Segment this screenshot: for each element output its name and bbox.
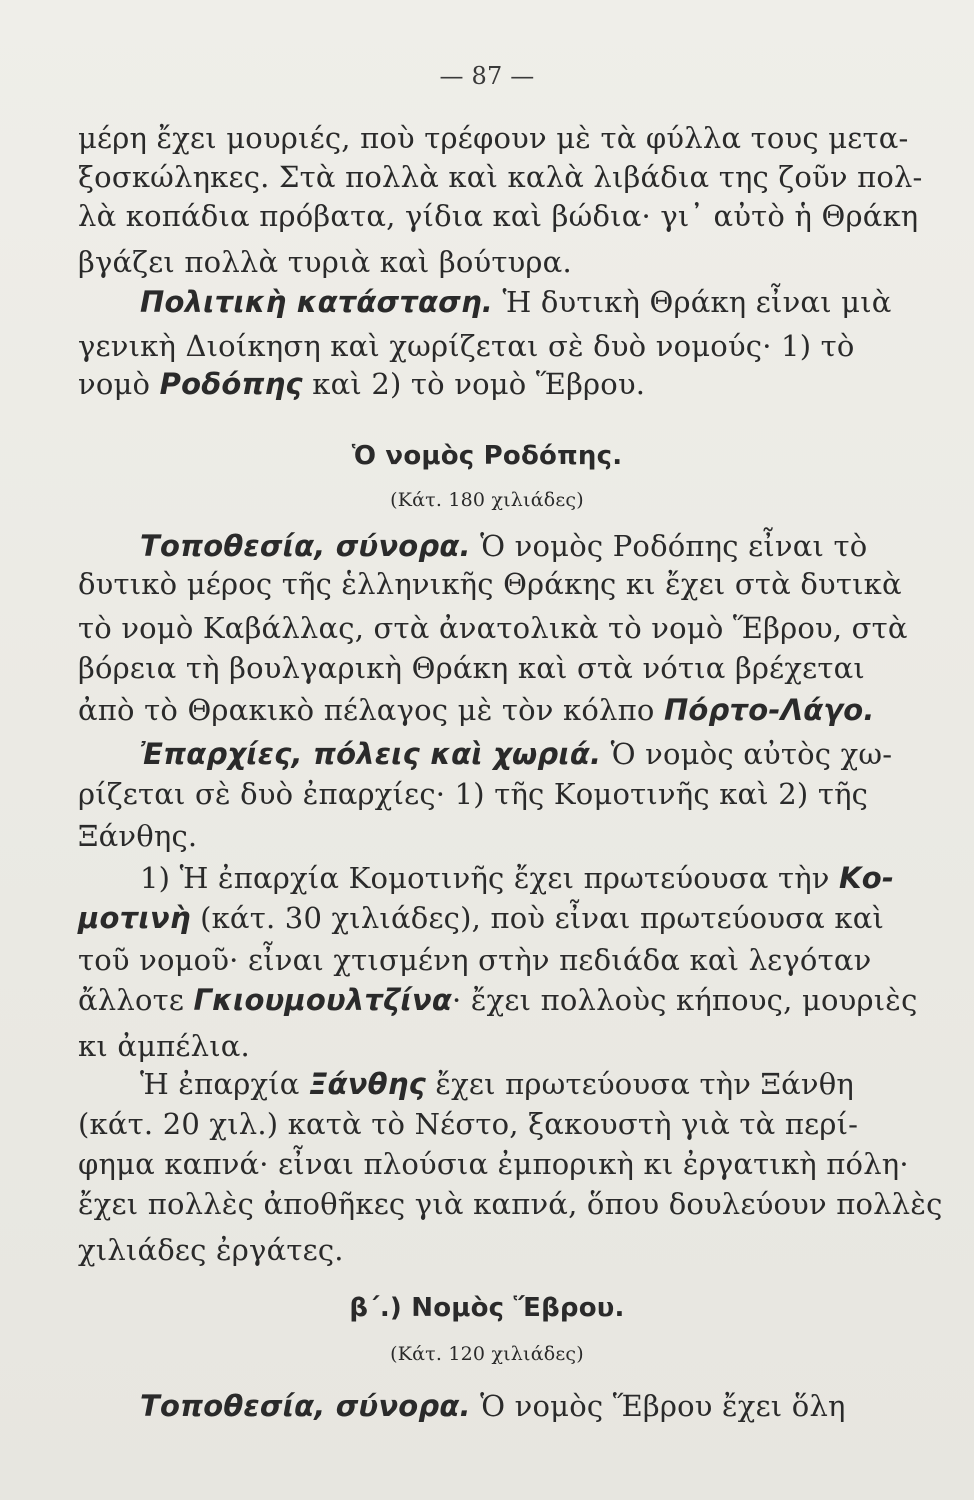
inline-heading: Τοποθεσία, σύνορα. xyxy=(140,529,471,563)
text-span: (κάτ. 30 χιλιάδες), ποὺ εἶναι πρωτεύουσα καὶ xyxy=(190,901,885,935)
text-line: κι ἀμπέλια. xyxy=(78,1029,250,1063)
paragraph-line xyxy=(78,982,918,1018)
paragraph-line xyxy=(140,1066,854,1102)
inline-heading: Τοποθεσία, σύνορα. xyxy=(140,1389,471,1423)
text-line: γενικὴ Διοίκηση καὶ χωρίζεται σὲ δυὸ νομούς· 1) τὸ xyxy=(78,329,855,363)
text-span: Ἡ ἐπαρχία xyxy=(140,1067,309,1101)
text-span: νομὸ xyxy=(78,367,160,401)
text-span: · ἔχει πολλοὺς κήπους, μουριὲς xyxy=(452,983,918,1017)
page-number: — 87 — xyxy=(439,62,535,90)
text-line: χιλιάδες ἐργάτες. xyxy=(78,1233,344,1267)
paragraph-line xyxy=(140,860,895,896)
text-line: λὰ κοπάδια πρόβατα, γίδια καὶ βώδια· γι᾽ αὐτὸ ἡ Θράκη xyxy=(78,199,919,233)
emphasis-rodopis: Ροδόπης xyxy=(159,367,303,401)
text-line: ξοσκώληκες. Στὰ πολλὰ καὶ καλὰ λιβάδια της ζοῦν πολ- xyxy=(78,160,923,194)
section-subtitle: (Κάτ. 180 χιλιάδες) xyxy=(390,489,584,511)
emphasis-porto-lago: Πόρτο-Λάγο. xyxy=(663,693,875,727)
text-line: τοῦ νομοῦ· εἶναι χτισμένη στὴν πεδιάδα καὶ λεγόταν xyxy=(78,943,872,977)
text-line: δυτικὸ μέρος τῆς ἑλληνικῆς Θράκης κι ἔχει στὰ δυτικὰ xyxy=(78,567,902,601)
text-line: Ξάνθης. xyxy=(78,819,198,853)
text-span: Ἡ δυτικὴ Θράκη εἶναι μιὰ xyxy=(502,285,892,319)
text-span: 1) Ἡ ἐπαρχία Κομοτινῆς ἔχει πρωτεύουσα τὴν xyxy=(140,861,840,895)
text-span: ἀπὸ τὸ Θρακικὸ πέλαγος μὲ τὸν κόλπο xyxy=(78,693,664,727)
paragraph-line xyxy=(140,528,868,564)
emphasis-gkioumoultzina: Γκιουμουλτζίνα xyxy=(193,983,453,1017)
text-line: τὸ νομὸ Καβάλλας, στὰ ἀνατολικὰ τὸ νομὸ Ἕβρου, στὰ xyxy=(78,611,908,645)
text-span: ἔχει πρωτεύουσα τὴν Ξάνθη xyxy=(425,1067,854,1101)
text-span: Ὁ νομὸς αὐτὸς χω- xyxy=(610,737,893,771)
text-line: ἔχει πολλὲς ἀποθῆκες γιὰ καπνά, ὅπου δουλεύουν πολλὲς xyxy=(78,1187,943,1221)
text-span: Ὁ νομὸς Ροδόπης εἶναι τὸ xyxy=(480,529,868,563)
paragraph-line xyxy=(78,692,875,728)
text-line: ρίζεται σὲ δυὸ ἐπαρχίες· 1) τῆς Κομοτινῆς καὶ 2) τῆς xyxy=(78,777,869,811)
text-line: μέρη ἔχει μουριές, ποὺ τρέφουν μὲ τὰ φύλλα τους μετα- xyxy=(78,121,909,155)
inline-heading: Πολιτικὴ κατάσταση. xyxy=(140,285,494,319)
paragraph-line xyxy=(140,1388,844,1424)
section-title: Ὁ νομὸς Ροδόπης. xyxy=(351,441,623,471)
section-title: β΄.) Νομὸς Ἕβρου. xyxy=(349,1293,625,1323)
text-line: (κάτ. 20 χιλ.) κατὰ τὸ Νέστο, ξακουστὴ γιὰ τὰ περί- xyxy=(78,1107,859,1141)
paragraph-line xyxy=(78,366,844,402)
emphasis-xanthis: Ξάνθης xyxy=(309,1067,426,1101)
text-line: φημα καπνά· εἶναι πλούσια ἐμπορικὴ κι ἐργατικὴ πόλη· xyxy=(78,1147,909,1181)
text-span: ἄλλοτε xyxy=(78,983,194,1017)
paragraph-line xyxy=(140,736,893,772)
text-span: Ὁ νομὸς Ἕβρου ἔχει ὅλη xyxy=(480,1389,846,1423)
emphasis-komotini: Κο- xyxy=(839,861,895,895)
inline-heading: Ἐπαρχίες, πόλεις καὶ χωριά. xyxy=(140,737,602,771)
paragraph-line xyxy=(78,900,885,936)
emphasis-komotini: μοτινὴ xyxy=(78,901,191,935)
text-span: καὶ 2) τὸ νομὸ Ἕβρου. xyxy=(302,367,646,401)
text-line: βγάζει πολλὰ τυριὰ καὶ βούτυρα. xyxy=(78,245,572,279)
text-line: βόρεια τὴ βουλγαρικὴ Θράκη καὶ στὰ νότια βρέχεται xyxy=(78,651,865,685)
paragraph-line xyxy=(140,284,892,320)
section-subtitle: (Κάτ. 120 χιλιάδες) xyxy=(390,1343,584,1365)
